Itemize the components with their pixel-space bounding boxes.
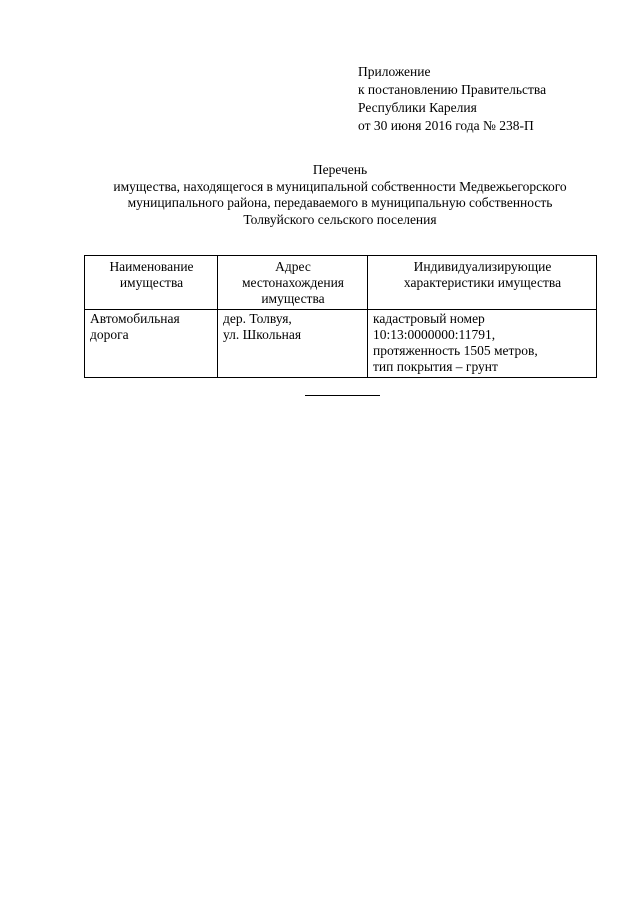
cell-text: Автомобильная [90, 311, 180, 326]
cell-property-name [85, 310, 218, 378]
cell-text: 10:13:0000000:11791, [373, 327, 496, 342]
header-text: Индивидуализирующие [413, 259, 552, 274]
header-text: Адрес [275, 259, 311, 274]
annex-line: к постановлению Правительства [358, 82, 547, 97]
header-text: Наименование [109, 259, 194, 274]
annex-line: Республики Карелия [358, 100, 477, 115]
document-title [40, 162, 640, 228]
property-table [84, 255, 597, 378]
header-text: характеристики имущества [403, 275, 562, 290]
table-header-row [85, 256, 597, 310]
annex-block [358, 63, 546, 135]
header-text: местонахождения [241, 275, 345, 290]
title-heading: Перечень [312, 162, 368, 177]
cell-text: дорога [90, 327, 129, 342]
cell-text: протяженность 1505 метров, [373, 343, 538, 358]
cell-text: кадастровый номер [373, 311, 485, 326]
cell-text: тип покрытия – грунт [373, 359, 498, 374]
header-text: имущества [119, 275, 184, 290]
cell-property-characteristics [368, 310, 597, 378]
header-property-characteristics [368, 256, 597, 310]
cell-text: дер. Толвуя, [223, 311, 292, 326]
header-property-name [85, 256, 218, 310]
cell-property-address [218, 310, 368, 378]
header-property-address [218, 256, 368, 310]
end-divider [305, 395, 380, 396]
table-row [85, 310, 597, 378]
title-line: Толвуйского сельского поселения [243, 211, 437, 227]
cell-text: ул. Школьная [223, 327, 302, 342]
title-line: муниципального района, передаваемого в муниципальную собственность [127, 195, 553, 210]
header-text: имущества [261, 291, 325, 306]
title-line: имущества, находящегося в муниципальной собственности Медвежьегорского [113, 178, 567, 194]
annex-line: от 30 июня 2016 года № 238-П [358, 118, 534, 133]
annex-line: Приложение [358, 64, 431, 79]
